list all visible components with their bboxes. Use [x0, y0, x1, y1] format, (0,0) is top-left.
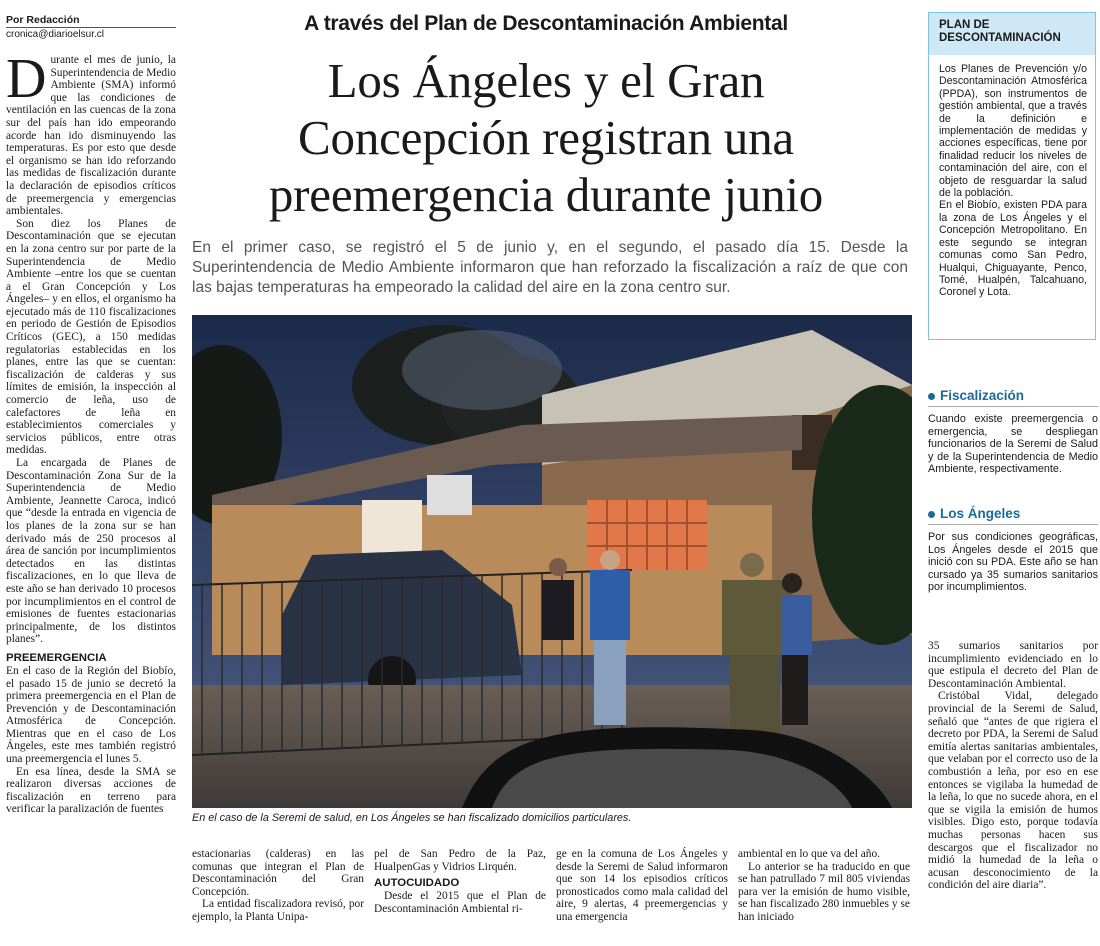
person-right	[782, 573, 812, 725]
bottom-c1-p1: estacionarias (calderas) en las comunas que integran el Plan de Descontaminación del Gran Concepción.	[192, 848, 364, 898]
right-body-column	[928, 640, 1098, 892]
dropcap: D	[6, 48, 47, 110]
bullet-dot-icon	[928, 393, 935, 400]
section-title-los-angeles	[928, 506, 1098, 525]
bottom-c2-p1: pel de San Pedro de la Paz, HualpenGas y Vidrios Lirquén.	[374, 848, 546, 873]
bottom-c4-p1: ambiental en lo que va del año.	[738, 848, 881, 860]
bottom-c3-p1: ge en la comuna de Los Ángeles y desde la Seremi de Salud informaron que son 14 los episodios críticos pronosticados como mala calidad del aire, 9 alertas, 4 preemergencias y una emergencia	[556, 848, 728, 923]
paragraph-1-text: urante el mes de junio, la Superintendencia de Medio Ambiente (SMA) informó que las condiciones de ventilación en las cuencas de la zona sur del país han ido empeorando acorde han ido disminuyendo las temperaturas. Es por esto que desde el organismo se han ido reforzando las medidas de fiscalización durante la declaración de episodios críticos de preemergencia y emergencias ambientales.	[6, 54, 176, 218]
section-title-fiscalizacion	[928, 388, 1098, 407]
paragraph-3: La encargada de Planes de Descontaminación Zona Sur de la Superintendencia de Medio Ambiente, Jeannette Caroca, indicó que “desde la entrada en vigencia de los planes de la zona sur se han derivado más de 250 procesos al área de sanción por incumplimientos detectados en las distintas fiscalizaciones, en lo que lleva de este año se han derivado 10 procesos por incumplimientos en el control de emisiones de fuentes estacionarias principalmente, de los distintos planes”.	[6, 457, 176, 646]
bottom-column-2	[374, 848, 546, 915]
headline-line-1: Los Ángeles y el Gran	[327, 53, 765, 108]
bottom-column-4	[738, 848, 910, 924]
bottom-column-1	[192, 848, 364, 924]
sidebar-box-p2: En el Biobío, existen PDA para la zona de Los Ángeles y el Concepción Metropolitano. En este segundo se integran comunas como San Pedro, Hualqui, Chiguayante, Penco, Tomé, Hualpén, Talcahuano, Coronel y Lota.	[939, 199, 1087, 299]
section-body-fiscalizacion: Cuando existe preemergencia o emergencia, se despliegan funcionarios de la Seremi de Salud y de la Superintendencia de Medio Ambiente, respectivamente.	[928, 413, 1098, 476]
subhead-autocuidado: AUTOCUIDADO	[374, 877, 460, 890]
right-body-p1: 35 sumarios sanitarios por incumplimiento evidenciado en lo que estipula el decreto del Plan de Descontaminación Ambiental.	[928, 640, 1098, 690]
headline-line-2: Concepción registran una	[298, 110, 794, 165]
sidebar-section-fiscalizacion	[928, 388, 1098, 476]
paragraph-5: En esa línea, desde la SMA se realizaron diversas acciones de fiscalización en terreno para verificar la paralización de fuentes	[6, 765, 176, 816]
bottom-column-3	[556, 848, 728, 924]
lede: En el primer caso, se registró el 5 de junio y, en el segundo, el pasado día 15. Desde la Superintendencia de Medio Ambiente informaron que han reforzado la fiscalización a raíz de que con las bajas temperaturas ha empeorado la calidad del aire en la zona centro sur.	[192, 239, 908, 296]
section-body-los-angeles: Por sus condiciones geográficas, Los Ángeles desde el 2015 que inició con su PDA. Este año se han cursado ya 35 sumarios sanitarios por incumplimientos.	[928, 531, 1098, 594]
photo-illustration	[192, 315, 912, 808]
sidebar-box	[928, 12, 1096, 340]
paragraph-2: Son diez los Planes de Descontaminación que se ejecutan en la zona centro sur por parte de la Superintendencia de Medio Ambiente –entre los que se cuentan a el Gran Concepción y Los Ángeles– y en ellos, el organismo ha ejecutado más de 110 fiscalizaciones en periodo de Gestión de Episodios Críticos (GEC), a 150 medidas regulatorias establecidas en los planes, entre las que se cuentan: fiscalización de calderas y sus límites de emisión, la inspección al comercio de leña, uso de calefactores de leña en establecimientos comerciales y servicios públicos, entre otras medidas.	[6, 217, 176, 457]
headline	[188, 52, 904, 223]
subhead-preemergencia: PREEMERGENCIA	[6, 651, 107, 664]
paragraph-4: En el caso de la Región del Biobío, el pasado 15 de junio se decretó la primera preemergencia en el Plan de Prevención y de Descontaminación Atmosférica de Concepción. Mientras que en el caso de Los Ángeles, este mes también registró una preemergencia el lunes 5.	[6, 664, 176, 766]
sidebar-box-p1: Los Planes de Prevención y/o Descontaminación Atmosférica (PPDA), son instrumentos de gestión ambiental, que a través de la definición e implementación de medidas y acciones específicas, tiene por finalidad reducir los niveles de contaminación del aire, con el objeto de resguardar la salud de la población.	[939, 63, 1087, 200]
bullet-dot-icon	[928, 511, 935, 518]
sidebar-section-los-angeles	[928, 506, 1098, 594]
byline	[6, 14, 176, 40]
person-inspector-blue	[590, 550, 630, 725]
photo-caption: En el caso de la Seremi de salud, en Los Ángeles se han fiscalizado domicilios particulares.	[192, 812, 632, 824]
right-body-p2: Cristóbal Vidal, delegado provincial de la Seremi de Salud, señaló que “antes de que rigiera el decreto por PDA, la Seremi de Salud emitía alertas sanitarias ambientales, que velaban por el correcto uso de la combustión a leña, por eso en ese entonces se vigilaba la humedad de la leña, lo que no sucede ahora, en el que se vigila la emisión de humos visibles. Digo esto, porque todavía muchas personas hacen sus descargos que el fiscalizador no midió la humedad de la leña o acusan desconocimiento de la condición del aire diaria”.	[928, 690, 1098, 892]
bottom-c2-p2: Desde el 2015 que el Plan de Descontaminación Ambiental ri-	[374, 890, 546, 915]
sidebar-box-body	[929, 55, 1095, 299]
news-photo	[192, 315, 912, 808]
section-title-text: Fiscalización	[940, 388, 1025, 403]
headline-line-3: preemergencia durante junio	[268, 167, 824, 222]
bottom-c1-p2: La entidad fiscalizadora revisó, por ejemplo, la Planta Unipa-	[192, 898, 364, 923]
bottom-c4-p2: Lo anterior se ha traducido en que se han patrullado 7 mil 805 viviendas para ver la emisión de humo visible, se han fiscalizado 280 inmuebles y se han iniciado	[738, 860, 910, 923]
byline-author: Por Redacción	[6, 14, 176, 28]
byline-email[interactable]: cronica@diarioelsur.cl	[6, 29, 104, 40]
section-title-text: Los Ángeles	[940, 506, 1021, 521]
sidebar-box-title: PLAN DE DESCONTAMINACIÓN	[929, 13, 1095, 55]
paragraph-1	[6, 48, 176, 218]
kicker: A través del Plan de Descontaminación Ambiental	[304, 12, 788, 35]
left-column	[6, 48, 176, 816]
